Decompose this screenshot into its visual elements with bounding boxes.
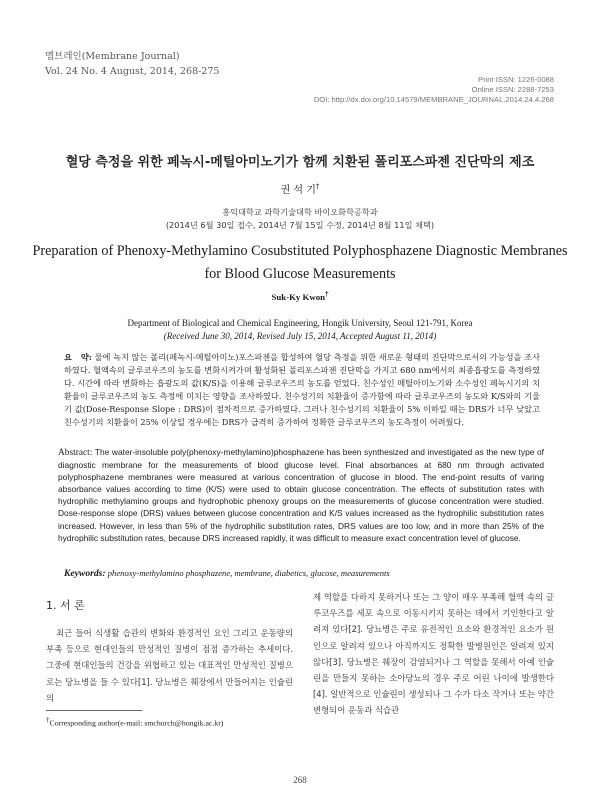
korean-author xyxy=(0,181,600,196)
footnote-divider xyxy=(46,710,142,711)
keywords xyxy=(64,568,540,579)
english-affiliation: Department of Biological and Chemical Engineering, Hongik University, Seoul 121-791, Korea xyxy=(127,318,473,328)
keywords-text: phenoxy-methylamino phosphazene, membrane, diabetics, glucose, measurements xyxy=(107,568,390,578)
online-issn: Online ISSN: 2288-7253 xyxy=(471,85,554,94)
english-author-mark: † xyxy=(325,290,329,298)
korean-abstract-text: 물에 녹지 않는 폴리(페녹시-메틸아미노)포스파젠을 합성하여 혈당 측정을 위한 새로운 형태의 진단막으로서의 가능성을 조사하였다. 혈액속의 글루코우즈의 농도를 변화시켜가며 활성화된 폴리포스파젠 진단막을 가지고 680 nm에서의 최종흡광도를 측정하였다. 시간에 따라 변화하는 흡광도의 값(K/S)을 이용해 글루코우즈의 농도를 얻었다. 친수성인 메틸아미노기와 소수성인 페녹시기의 치환율이 글루코우즈의 농도 측정에 미치는 영향을 조사하였다. 친수성기의 치환율이 증가함에 따라 글루코우즈의 농도와 K/S와의 기울기 값(Dose-Response Slope : DRS)이 점차적으로 증가하였다. 그러나 친수성기의 치환율이 5% 이하일 때는 DRS가 너무 낮았고 친수성기의 치환율이 25% 이상일 경우에는 DRS가 급격히 증가하여 정확한 글루코우즈의 농도측정이 어려웠다. xyxy=(64,352,540,427)
print-issn: Print ISSN: 1226-0088 xyxy=(478,75,554,84)
english-author xyxy=(0,290,600,302)
footnote-text: Corresponding author(e-mail: smchurch@hongik.ac.kr) xyxy=(49,718,224,728)
english-abstract xyxy=(58,446,544,544)
left-column xyxy=(46,625,293,706)
footnote-mark: † xyxy=(46,716,50,724)
english-author-name: Suk-Ky Kwon xyxy=(271,291,326,302)
volume-info: Vol. 24 No. 4 August, 2014, 268-275 xyxy=(45,66,220,77)
korean-abstract-label: 요 약: xyxy=(64,352,92,362)
english-abstract-label: Abstract: xyxy=(58,448,93,458)
right-paragraph: 제 역할을 다하지 못하거나 또는 그 양이 매우 부족해 혈액 속의 글루코우즈를 세포 속으로 이동시키지 못하는 데에서 기인한다고 알려져 있다[2]. 당뇨병은 주로 유전적인 요소와 환경적인 요소가 원인으로 알려져 있으나 아직까지도 정확한 발병원인은 알려져 있지 않다[3]. 당뇨병은 췌장이 감염되거나 그 역할을 못해서 아예 인슐린을 만들지 못하는 소아당뇨의 경우 주로 어린 나이에 발생한다[4]. 일반적으로 인슐린이 생성되나 그 수가 다소 작거나 또는 약간 변형되어 운동과 식습관 xyxy=(313,592,554,716)
footnote xyxy=(46,716,223,728)
korean-affiliation: 홍익대학교 과학기술대학 바이오화학공학과 xyxy=(222,207,378,217)
doi[interactable]: DOI: http://dx.doi.org/10.14579/MEMBRANE_JOURNAL.2014.24.4.268 xyxy=(313,95,554,104)
korean-abstract xyxy=(64,351,540,429)
english-title-line2: for Blood Glucose Measurements xyxy=(204,266,396,282)
english-abstract-text: The water-insoluble poly(phenoxy-methylamino)phosphazene has been synthesized and investigated as the new type of diagnostic membrane for the measurements of blood glucose level. Final absorbances at 680 nm through activated polyphosphazene membranes were measured at various concentration of glucose in blood. The end-point results of varing absorbance values according to time (K/S) were used to obtain glucose concentration. The effects of substitution rates with hydrophilic methylamino groups and hydrophobic phenoxy groups on the measurements of glucose concentration were studied. Dose-response slope (DRS) values between glucose concentration and K/S values increased as the hydrophilic substitution rates increased. However, in less than 5% of the hydrophilic substitution rates, DRS values are too low, and in more than 25% of the hydrophilic substitution rates, because DRS increased rapidly, it was difficult to measure exact concentration level of glucose. xyxy=(58,447,544,543)
issn-block xyxy=(314,75,554,105)
english-title xyxy=(0,240,600,286)
korean-dates: (2014년 6월 30일 접수, 2014년 7월 15일 수정, 2014년 8월 11일 채택) xyxy=(165,220,435,230)
keywords-label: Keywords: xyxy=(64,568,106,579)
english-title-line1: Preparation of Phenoxy-Methylamino Cosubstituted Polyphosphazene Diagnostic Membranes xyxy=(32,243,568,259)
korean-title: 혈당 측정을 위한 페녹시-메틸아미노기가 함께 치환된 폴리포스파젠 진단막의 제조 xyxy=(65,155,535,170)
korean-author-name: 권 석 기 xyxy=(280,185,316,196)
section-heading: 1. 서 론 xyxy=(46,599,85,612)
english-dates: (Received June 30, 2014, Revised July 15, 2014, Accepted August 11, 2014) xyxy=(163,331,437,341)
left-paragraph: 최근 들어 식생활 습관의 변화와 환경적인 요인 그리고 운동량의 부족 등으로 현대인들의 만성적인 질병이 점점 증가하는 추세이다. 그중에 현대인들의 건강을 위협하고 있는 대표적인 만성적인 질병으로는 당뇨병을 들 수 있다[1]. 당뇨병은 췌장에서 만들어지는 인슐린의 xyxy=(46,628,293,703)
journal-name: 멤브레인(Membrane Journal) xyxy=(45,51,180,62)
page-number: 268 xyxy=(293,775,307,785)
author-mark: † xyxy=(315,182,320,191)
right-column xyxy=(313,589,554,719)
